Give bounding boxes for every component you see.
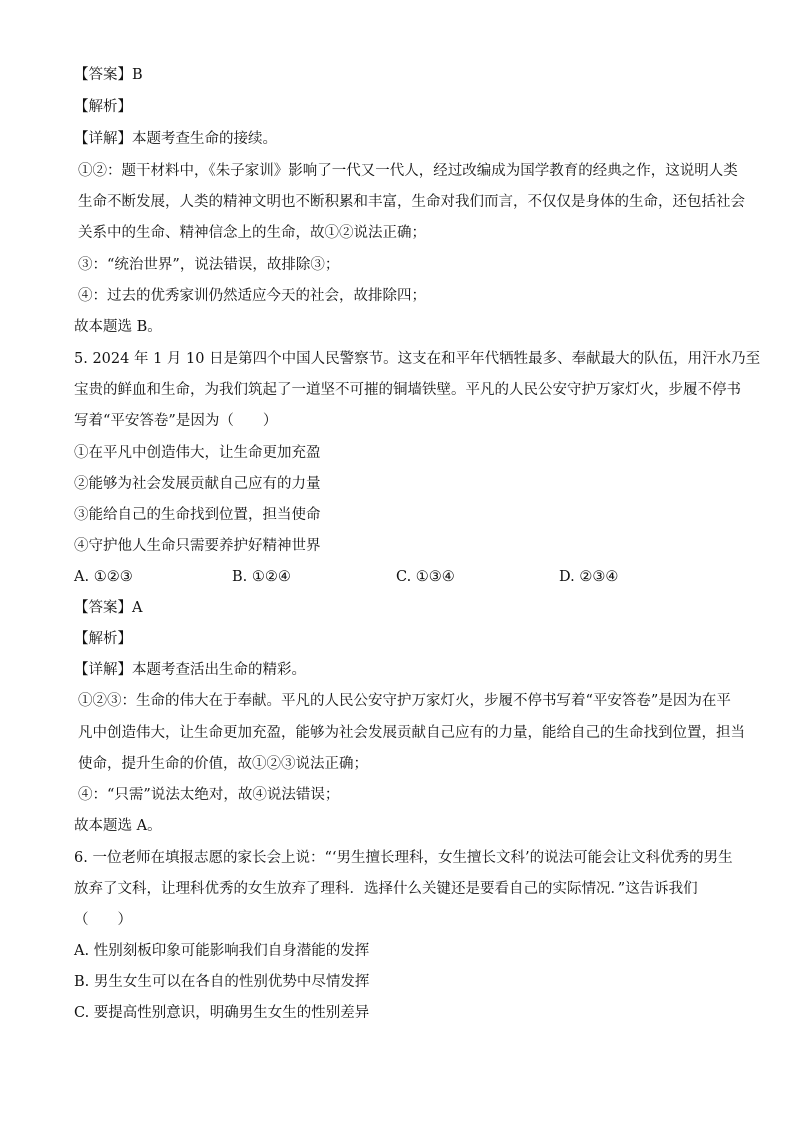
q5-option-c[interactable]: C. ①③④ (396, 569, 455, 585)
q4-explanation-line: 关系中的生命、精神信念上的生命，故①②说法正确； (78, 225, 426, 241)
q4-conclusion: 故本题选 B。 (74, 319, 162, 335)
q5-detail: 【详解】本题考查活出生命的精彩。 (74, 662, 306, 678)
q5-answer: 【答案】A (74, 600, 143, 616)
q5-item: ③能给自己的生命找到位置，担当使命 (74, 507, 321, 523)
q4-explanation-line: ④：过去的优秀家训仍然适应今天的社会，故排除四； (78, 288, 426, 304)
q4-analysis-heading: 【解析】 (74, 99, 132, 115)
q4-explanation-line: ①②：题干材料中，《朱子家训》影响了一代又一代人，经过改编成为国学教育的经典之作，这说明人类 (78, 163, 738, 179)
q5-explanation-line: 使命，提升生命的价值，故①②③说法正确； (78, 756, 368, 772)
q5-item: ②能够为社会发展贡献自己应有的力量 (74, 476, 321, 492)
q5-item: ④守护他人生命只需要养护好精神世界 (74, 538, 321, 554)
q5-conclusion: 故本题选 A。 (74, 818, 162, 834)
q6-stem: （ ） (74, 912, 132, 928)
q5-analysis-heading: 【解析】 (74, 631, 132, 647)
q6-option-c[interactable]: C. 要提高性别意识，明确男生女生的性别差异 (74, 1005, 370, 1021)
q5-option-a[interactable]: A. ①②③ (74, 569, 133, 585)
q6-option-b[interactable]: B. 男生女生可以在各自的性别优势中尽情发挥 (74, 974, 370, 990)
q6-stem: 6. 一位老师在填报志愿的家长会上说：“‘男生擅长理科，女生擅长文科’的说法可能会让文科优秀的男生 (74, 850, 733, 866)
q4-answer: 【答案】B (74, 67, 143, 83)
q4-explanation-line: 生命不断发展，人类的精神文明也不断积累和丰富，生命对我们而言，不仅仅是身体的生命，还包括社会 (78, 194, 745, 210)
q5-explanation-line: ①②③：生命的伟大在于奉献。平凡的人民公安守护万家灯火，步履不停书写着“平安答卷”是因为在平 (78, 693, 731, 709)
q6-stem: 放弃了文科，让理科优秀的女生放弃了理科．选择什么关键还是要看自己的实际情况．”这告诉我们 (74, 881, 698, 897)
q4-detail: 【详解】本题考查生命的接续。 (74, 131, 277, 147)
q5-stem: 宝贵的鲜血和生命，为我们筑起了一道坚不可摧的铜墙铁壁。平凡的人民公安守护万家灯火，步履不停书 (74, 382, 741, 398)
q4-explanation-line: ③：“统治世界”，说法错误，故排除③； (78, 257, 340, 273)
q5-stem: 5. 2024 年 1 月 10 日是第四个中国人民警察节。这支在和平年代牺牲最多、奉献最大的队伍，用汗水乃至 (74, 351, 761, 367)
q5-stem: 写着“平安答卷”是因为（ ） (74, 413, 278, 429)
q5-explanation-line: ④：“只需”说法太绝对，故④说法错误； (78, 787, 340, 803)
q5-option-b[interactable]: B. ①②④ (232, 569, 291, 585)
q5-option-d[interactable]: D. ②③④ (559, 569, 619, 585)
q5-explanation-line: 凡中创造伟大，让生命更加充盈，能够为社会发展贡献自己应有的力量，能给自己的生命找到位置，担当 (78, 725, 745, 741)
q6-option-a[interactable]: A. 性别刻板印象可能影响我们自身潜能的发挥 (74, 943, 370, 959)
q5-options (74, 567, 724, 587)
q5-item: ①在平凡中创造伟大，让生命更加充盈 (74, 445, 321, 461)
